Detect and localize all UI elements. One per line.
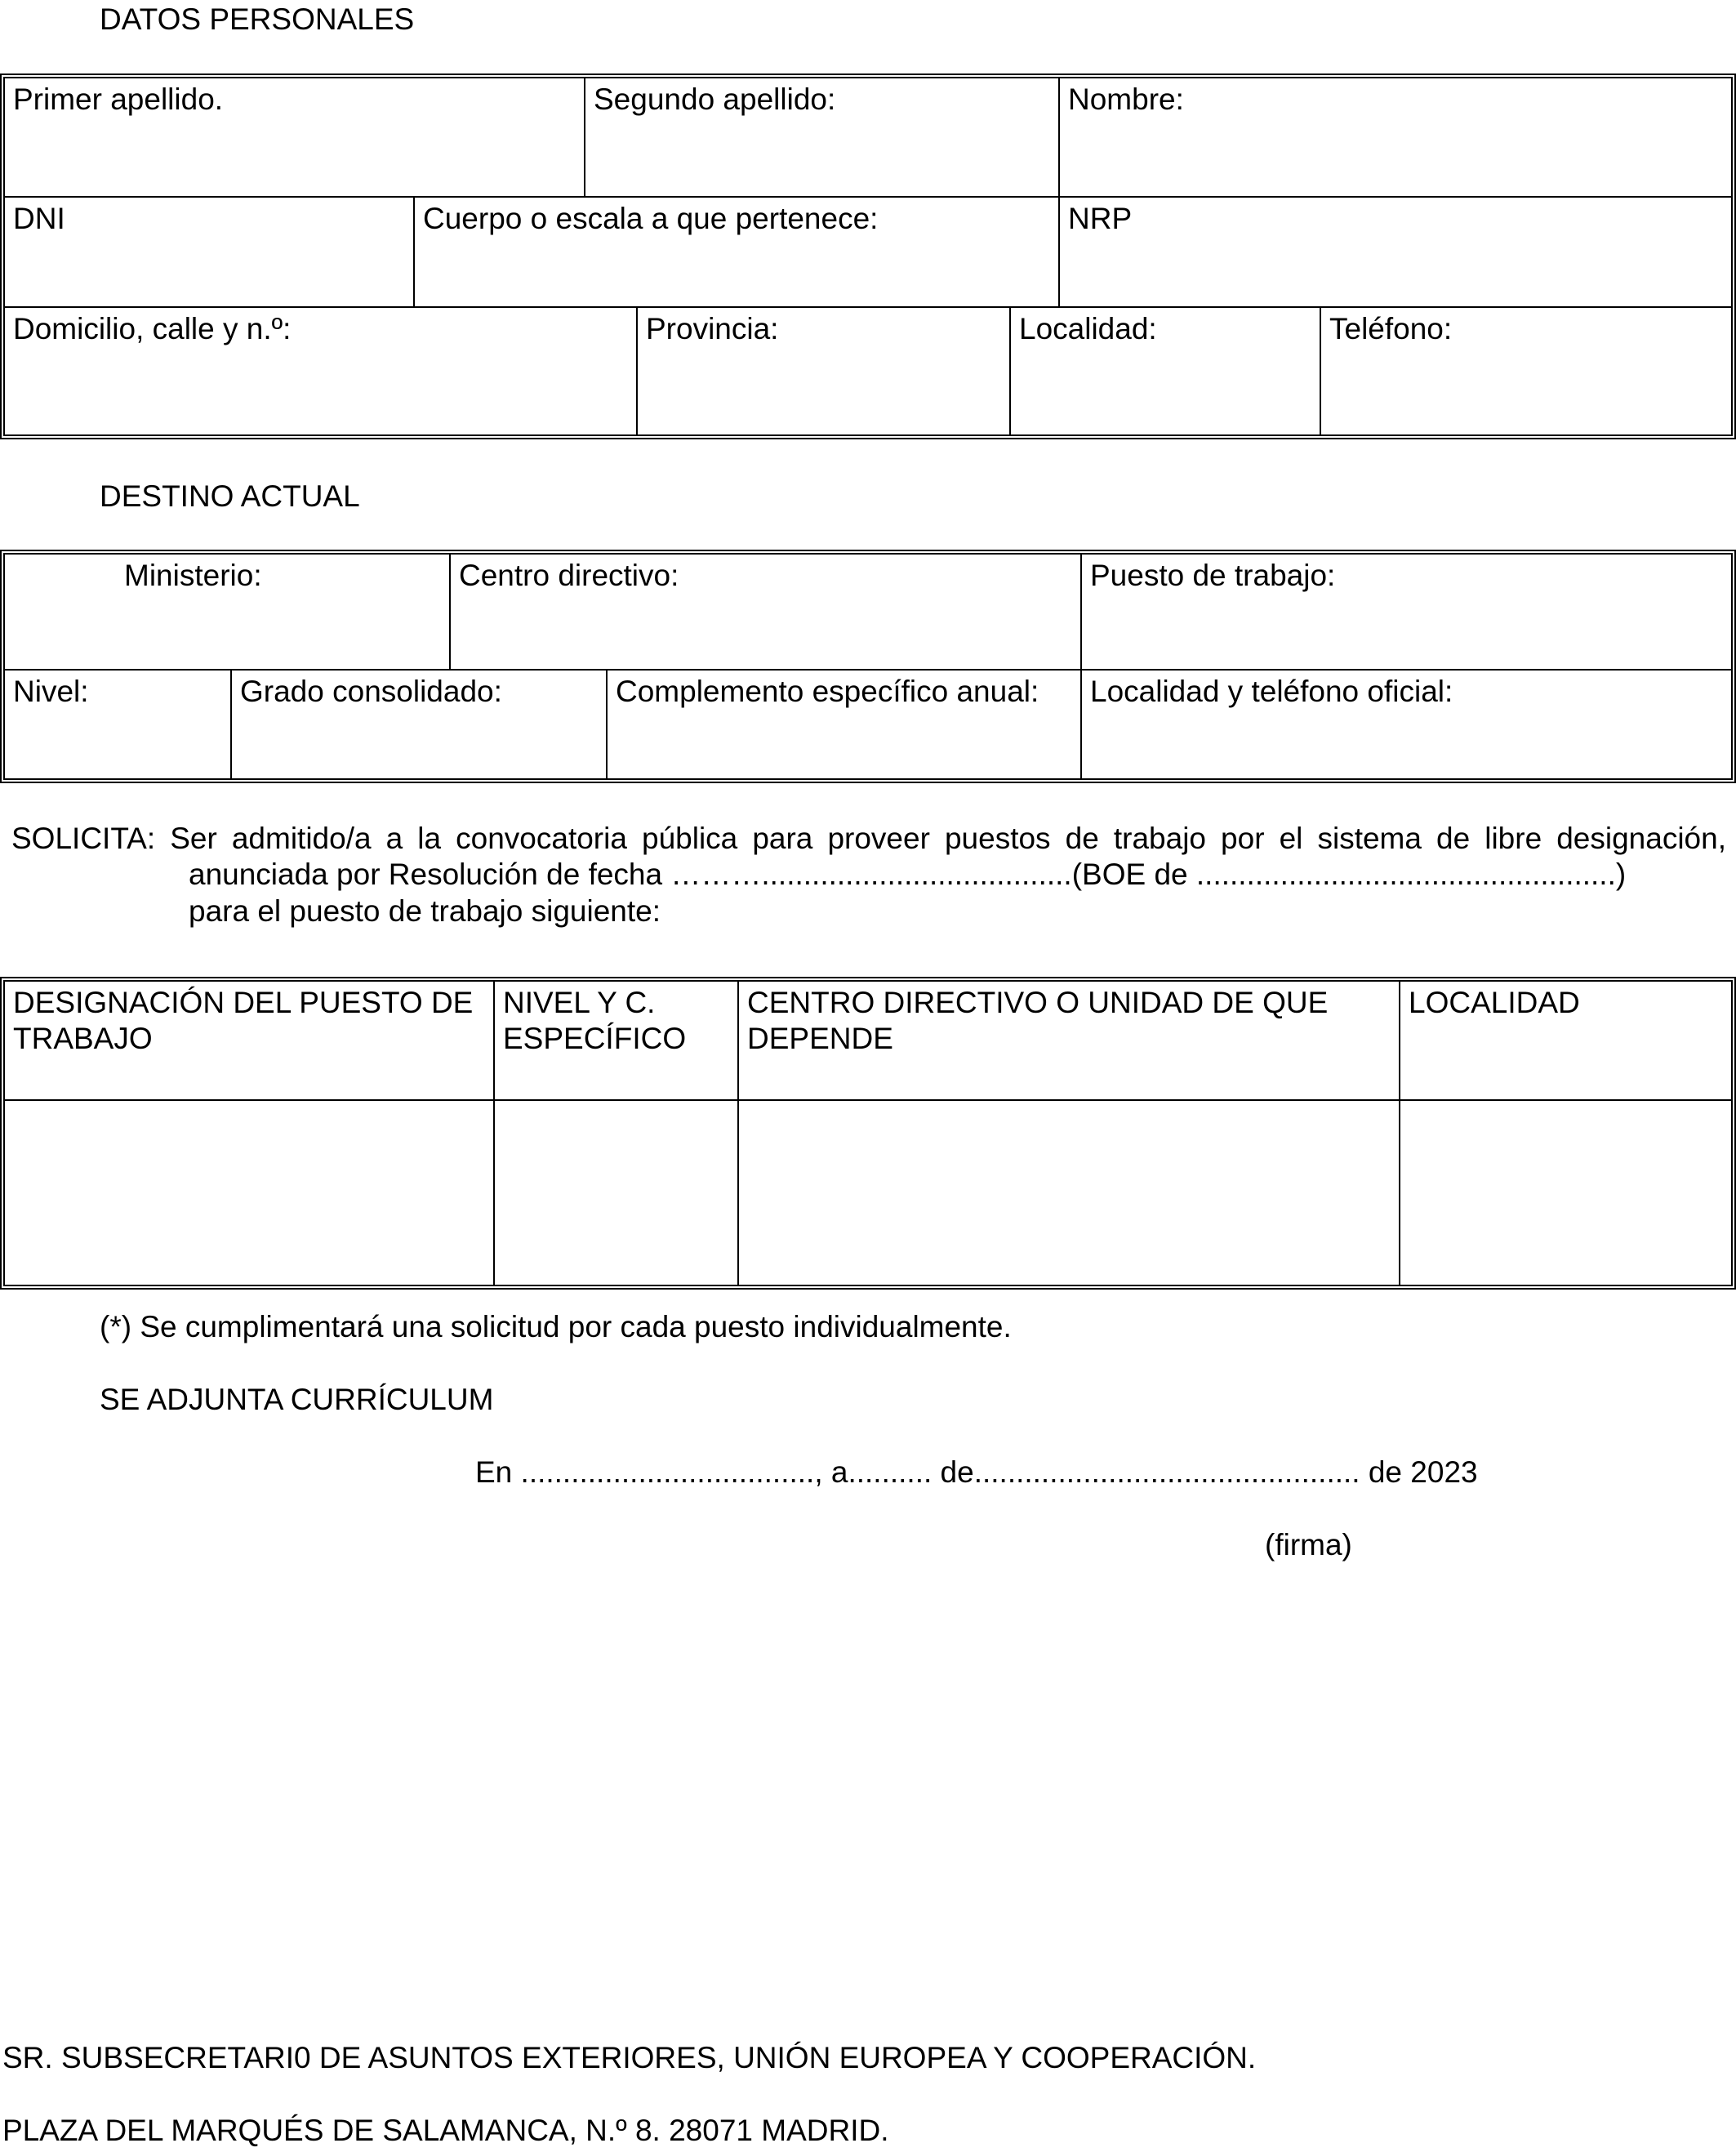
datos-personales-row-3 bbox=[5, 306, 1731, 434]
puesto-localidad-cell[interactable] bbox=[1399, 1101, 1731, 1285]
field-localidad[interactable] bbox=[1009, 308, 1320, 434]
addressee-line-2: PLAZA DEL MARQUÉS DE SALAMANCA, N.º 8. 28071 MADRID. bbox=[2, 2114, 889, 2147]
field-grado-consolidado[interactable] bbox=[230, 671, 606, 778]
puesto-nivel-cell[interactable] bbox=[493, 1101, 737, 1285]
field-telefono[interactable] bbox=[1320, 308, 1731, 434]
solicita-line-1: SOLICITA: Ser admitido/a a la convocatoria pública para proveer puestos de trabajo por el sistema de libre designación, bbox=[11, 822, 1726, 855]
datos-personales-heading: DATOS PERSONALES bbox=[100, 2, 415, 36]
field-provincia[interactable] bbox=[636, 308, 1009, 434]
field-cuerpo-escala[interactable] bbox=[413, 198, 1058, 306]
field-label: Segundo apellido: bbox=[594, 82, 836, 116]
field-nombre[interactable] bbox=[1058, 78, 1731, 196]
puesto-designacion-cell[interactable] bbox=[5, 1101, 493, 1285]
field-label: Localidad y teléfono oficial: bbox=[1090, 675, 1453, 708]
column-header-localidad: LOCALIDAD bbox=[1399, 982, 1731, 1099]
column-header-centro-directivo: CENTRO DIRECTIVO O UNIDAD DE QUE DEPENDE bbox=[737, 982, 1399, 1099]
field-label: Nivel: bbox=[13, 675, 89, 708]
addressee-line-1: SR. SUBSECRETARI0 DE ASUNTOS EXTERIORES, UNIÓN EUROPEA Y COOPERACIÓN. bbox=[2, 2041, 1257, 2074]
column-header-designacion: DESIGNACIÓN DEL PUESTO DE TRABAJO bbox=[13, 986, 474, 1056]
field-primer-apellido[interactable] bbox=[5, 78, 584, 196]
field-localidad-telefono-oficial[interactable] bbox=[1080, 671, 1731, 778]
datos-personales-row-1 bbox=[5, 78, 1731, 196]
field-nivel[interactable] bbox=[5, 671, 230, 778]
field-label: Nombre: bbox=[1068, 82, 1184, 116]
field-domicilio[interactable] bbox=[5, 308, 636, 434]
field-ministerio[interactable] bbox=[5, 555, 449, 669]
column-header-nivel: NIVEL Y C. ESPECÍFICO bbox=[493, 982, 737, 1099]
firma-label: (firma) bbox=[1265, 1528, 1352, 1562]
field-label: Domicilio, calle y n.º: bbox=[13, 312, 292, 345]
field-centro-directivo[interactable] bbox=[449, 555, 1080, 669]
destino-actual-table bbox=[0, 550, 1736, 783]
field-label: Cuerpo o escala a que pertenece: bbox=[423, 202, 879, 235]
field-label: Centro directivo: bbox=[459, 559, 679, 592]
note-text: (*) Se cumplimentará una solicitud por cada puesto individualmente. bbox=[100, 1310, 1012, 1343]
field-label: Puesto de trabajo: bbox=[1090, 559, 1336, 592]
solicita-paragraph bbox=[11, 821, 1726, 929]
field-dni[interactable] bbox=[5, 198, 413, 306]
field-label: Localidad: bbox=[1019, 312, 1157, 345]
field-nrp[interactable] bbox=[1058, 198, 1731, 306]
field-label: Grado consolidado: bbox=[240, 675, 502, 708]
field-label: Ministerio: bbox=[124, 559, 262, 592]
datos-personales-row-2 bbox=[5, 196, 1731, 306]
puesto-centro-directivo-cell[interactable] bbox=[737, 1101, 1399, 1285]
field-puesto-de-trabajo[interactable] bbox=[1080, 555, 1731, 669]
puesto-table bbox=[0, 977, 1736, 1290]
field-label: Teléfono: bbox=[1329, 312, 1453, 345]
field-label: Complemento específico anual: bbox=[616, 675, 1039, 708]
solicita-line-3: para el puesto de trabajo siguiente: bbox=[189, 893, 661, 928]
field-segundo-apellido[interactable] bbox=[584, 78, 1058, 196]
field-complemento-especifico[interactable] bbox=[606, 671, 1080, 778]
field-label: Provincia: bbox=[646, 312, 779, 345]
solicita-line-2: anunciada por Resolución de fecha ……….....................................(BOE de ..................................................) bbox=[189, 858, 1627, 892]
destino-actual-heading: DESTINO ACTUAL bbox=[100, 479, 360, 513]
puesto-table-header-row bbox=[5, 982, 1731, 1099]
destino-actual-row-1 bbox=[5, 555, 1731, 669]
field-label: DNI bbox=[13, 202, 65, 235]
fecha-line: En ..................................., a.......... de.............................................. de 2023 bbox=[475, 1455, 1478, 1489]
destino-actual-row-2 bbox=[5, 669, 1731, 778]
adjunta-curriculum-text: SE ADJUNTA CURRÍCULUM bbox=[100, 1383, 494, 1416]
field-label: Primer apellido. bbox=[13, 82, 224, 116]
field-label: NRP bbox=[1068, 202, 1133, 235]
puesto-table-entry-row bbox=[5, 1099, 1731, 1285]
datos-personales-table bbox=[0, 74, 1736, 439]
